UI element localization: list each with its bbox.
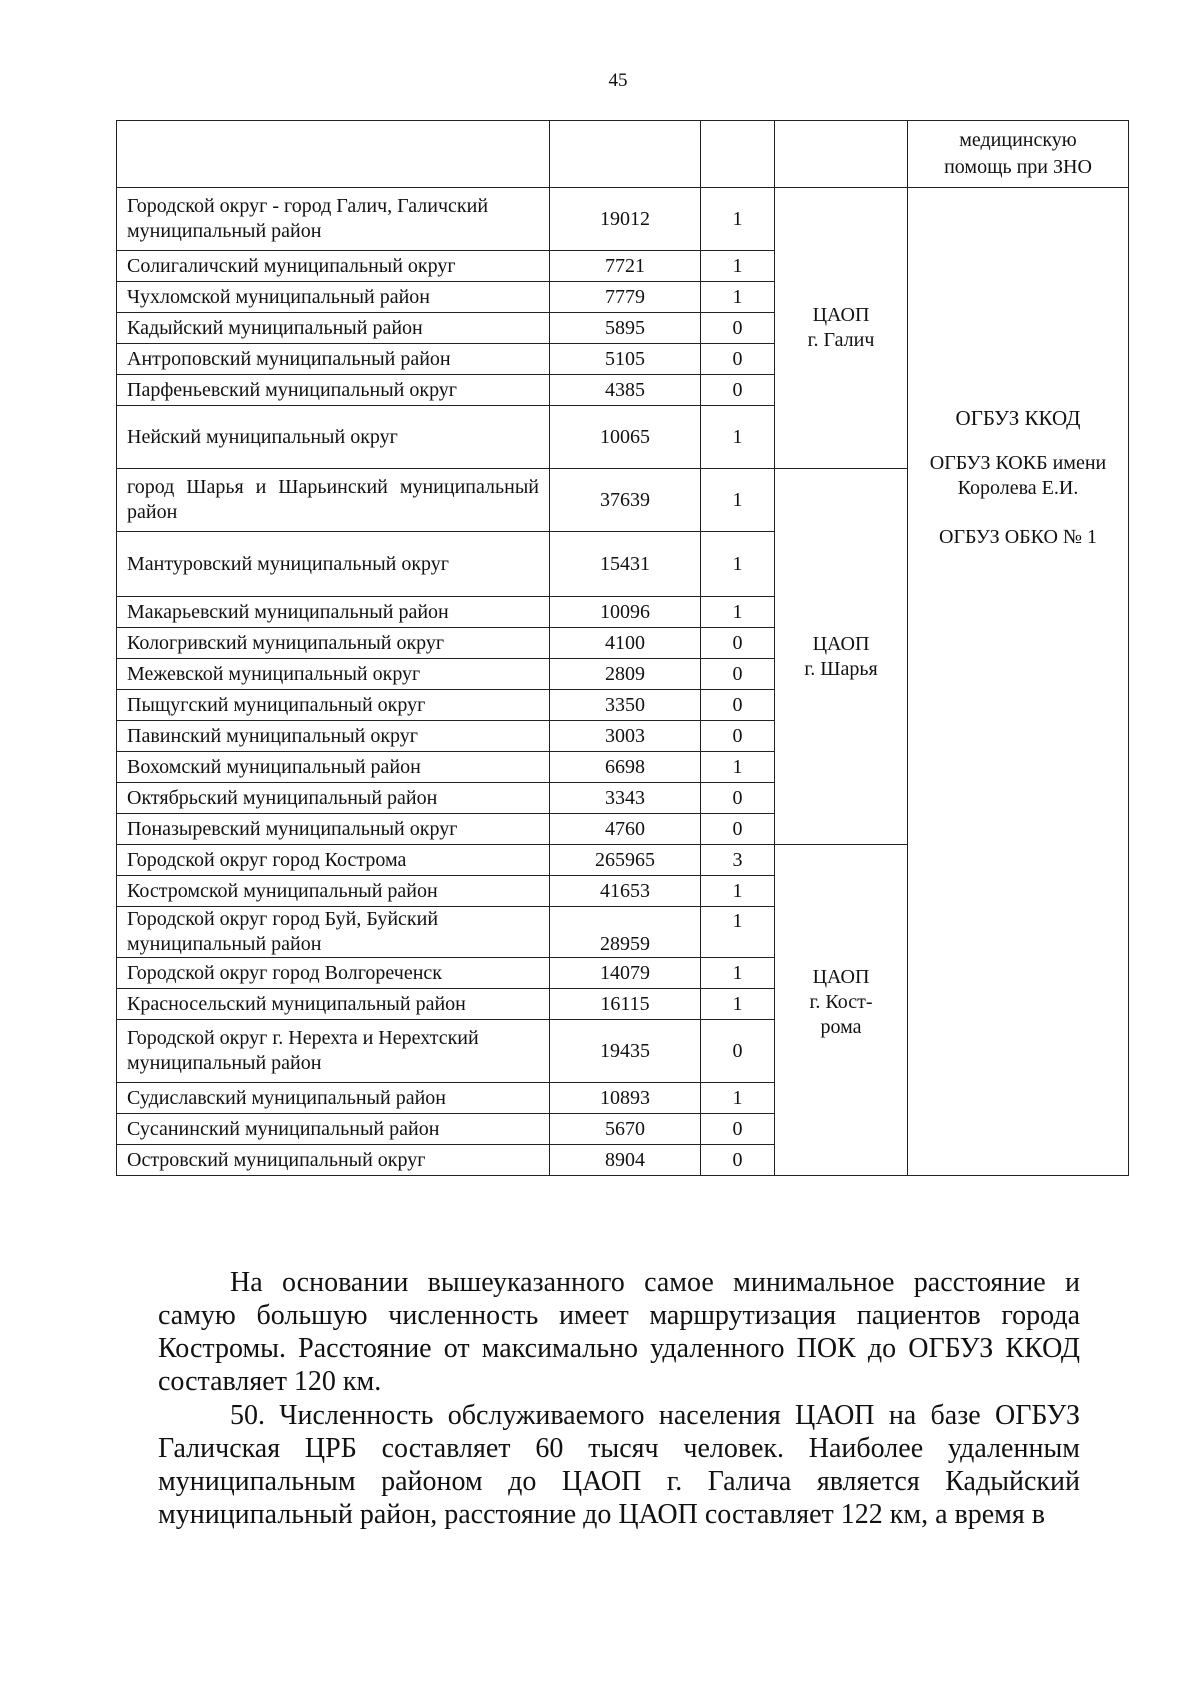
district-name-cell: Чухломской муниципальный район: [117, 282, 550, 313]
count-cell: 0: [701, 814, 775, 845]
routing-table: [116, 120, 1129, 1176]
caop-centre-line: г. Галич: [807, 329, 875, 351]
district-name-cell: Кадыйский муниципальный район: [117, 313, 550, 344]
caop-centre-line: г. Кост-: [809, 991, 873, 1013]
population-cell: 15431: [550, 532, 701, 597]
caop-centre-cell: [775, 188, 908, 469]
count-cell: 1: [701, 876, 775, 907]
district-name-cell: Костромской муниципальный район: [117, 876, 550, 907]
population-cell: 16115: [550, 989, 701, 1020]
count-cell: 0: [701, 375, 775, 406]
caop-centre-line: ЦАОП: [812, 304, 870, 326]
count-cell: 1: [701, 752, 775, 783]
population-cell: 4760: [550, 814, 701, 845]
district-name-cell: Макарьевский муниципальный район: [117, 597, 550, 628]
population-cell: 37639: [550, 469, 701, 532]
district-name-cell: Нейский муниципальный округ: [117, 406, 550, 469]
district-name-cell: город Шарья и Шарьинский муниципальный район: [117, 469, 550, 532]
count-cell: 1: [701, 282, 775, 313]
population-cell: 6698: [550, 752, 701, 783]
population-cell: 10065: [550, 406, 701, 469]
district-name-cell: Солигаличский муниципальный округ: [117, 251, 550, 282]
district-name-cell: Городской округ - город Галич, Галичский муниципальный район: [117, 188, 550, 251]
count-cell: 0: [701, 783, 775, 814]
district-name-cell: Городской округ г. Нерехта и Нерехтский муниципальный район: [117, 1020, 550, 1083]
caop-centre-line: ЦАОП: [812, 966, 870, 988]
count-cell: 1: [701, 1083, 775, 1114]
organization-name: ОГБУЗ КОКБ имени: [929, 452, 1107, 474]
population-cell: 5105: [550, 344, 701, 375]
population-cell: 41653: [550, 876, 701, 907]
count-cell: 0: [701, 628, 775, 659]
page-number: 45: [608, 70, 628, 91]
district-name-cell: Сусанинский муниципальный район: [117, 1114, 550, 1145]
header-line: медицинскую: [959, 129, 1077, 151]
caop-centre-cell: [775, 845, 908, 1176]
district-name-cell: Городской округ город Волгореченск: [117, 958, 550, 989]
district-name-cell: Павинский муниципальный округ: [117, 721, 550, 752]
header-cell-4: [775, 121, 908, 188]
header-cell-5: [908, 121, 1129, 188]
spacer: [918, 431, 1118, 451]
population-cell: 265965: [550, 845, 701, 876]
count-cell: 1: [701, 532, 775, 597]
count-cell: 1: [701, 188, 775, 251]
count-cell: 0: [701, 344, 775, 375]
population-cell: 5670: [550, 1114, 701, 1145]
district-name-cell: Островский муниципальный округ: [117, 1145, 550, 1176]
district-name-cell: Мантуровский муниципальный округ: [117, 532, 550, 597]
district-name-cell: Городской округ город Кострома: [117, 845, 550, 876]
count-cell: 1: [701, 989, 775, 1020]
organization-name: ОГБУЗ ККОД: [955, 406, 1081, 430]
district-name-cell: Кологривский муниципальный округ: [117, 628, 550, 659]
table-row: [117, 188, 1129, 251]
district-name-cell: Октябрьский муниципальный район: [117, 783, 550, 814]
caop-centre-line: ЦАОП: [812, 632, 870, 655]
count-cell: 0: [701, 1145, 775, 1176]
caop-centre-cell: [775, 469, 908, 845]
district-name-cell: Пыщугский муниципальный округ: [117, 690, 550, 721]
population-cell: 10893: [550, 1083, 701, 1114]
district-name-cell: Городской округ город Буй, Буйский муниципальный район: [117, 907, 550, 958]
district-name-cell: Вохомский муниципальный район: [117, 752, 550, 783]
count-cell: 1: [701, 907, 775, 958]
population-cell: 14079: [550, 958, 701, 989]
paragraph-conclusion: На основании вышеуказанного самое минимальное расстояние и самую большую численность имеет маршрутизация пациентов города Костромы. Расстояние от максимально удаленного ПОК до ОГБУЗ ККОД составляет 120 км.: [158, 1267, 1080, 1397]
district-name-cell: Судиславский муниципальный район: [117, 1083, 550, 1114]
population-cell: 28959: [550, 907, 701, 958]
district-name-cell: Поназыревский муниципальный округ: [117, 814, 550, 845]
population-cell: 19012: [550, 188, 701, 251]
population-cell: 19435: [550, 1020, 701, 1083]
population-cell: 10096: [550, 597, 701, 628]
district-name-cell: Красносельский муниципальный район: [117, 989, 550, 1020]
caop-centre-line: г. Шарья: [804, 657, 878, 680]
count-cell: 1: [701, 958, 775, 989]
count-cell: 1: [701, 251, 775, 282]
population-cell: 3350: [550, 690, 701, 721]
district-name-cell: Антроповский муниципальный район: [117, 344, 550, 375]
header-cell-2: [550, 121, 701, 188]
organization-name: Королева Е.И.: [957, 477, 1079, 499]
header-cell-3: [701, 121, 775, 188]
count-cell: 1: [701, 469, 775, 532]
organization-name: ОГБУЗ ОБКО № 1: [939, 526, 1097, 548]
count-cell: 0: [701, 690, 775, 721]
count-cell: 0: [701, 313, 775, 344]
count-cell: 1: [701, 406, 775, 469]
population-cell: 8904: [550, 1145, 701, 1176]
population-cell: 3003: [550, 721, 701, 752]
count-cell: 0: [701, 1020, 775, 1083]
district-name-cell: Межевской муниципальный округ: [117, 659, 550, 690]
spacer: [918, 501, 1118, 525]
header-line: помощь при ЗНО: [944, 156, 1092, 178]
receiving-organizations-cell: [908, 188, 1129, 1176]
population-cell: 4100: [550, 628, 701, 659]
population-cell: 4385: [550, 375, 701, 406]
count-cell: 0: [701, 721, 775, 752]
population-cell: 5895: [550, 313, 701, 344]
population-cell: 7779: [550, 282, 701, 313]
paragraph-50: 50. Численность обслуживаемого населения ЦАОП на базе ОГБУЗ Галичская ЦРБ составляет 60 тысяч человек. Наиболее удаленным муниципальным районом до ЦАОП г. Галича является Кадыйский муниципальный район, расстояние до ЦАОП составляет 122 км, а время в: [158, 1400, 1080, 1530]
count-cell: 3: [701, 845, 775, 876]
count-cell: 0: [701, 659, 775, 690]
population-cell: 2809: [550, 659, 701, 690]
header-cell-1: [117, 121, 550, 188]
count-cell: 1: [701, 597, 775, 628]
count-cell: 0: [701, 1114, 775, 1145]
district-name-cell: Парфеньевский муниципальный округ: [117, 375, 550, 406]
caop-centre-line: рома: [820, 1016, 862, 1038]
population-cell: 7721: [550, 251, 701, 282]
population-cell: 3343: [550, 783, 701, 814]
table-header-row: [117, 121, 1129, 188]
